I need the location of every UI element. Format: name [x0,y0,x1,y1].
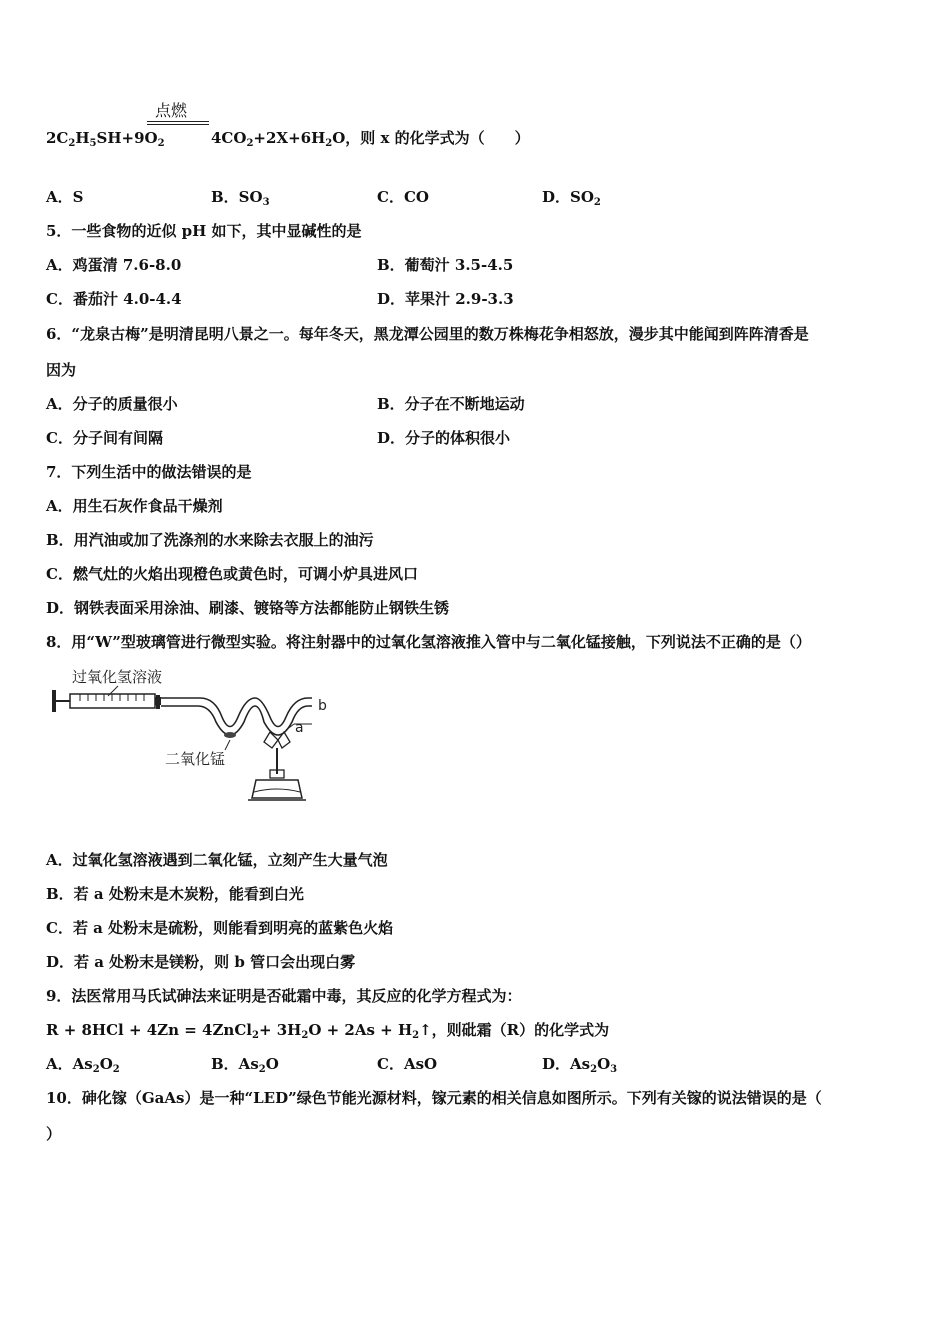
q8-option-c: C．若 a 处粉末是硫粉，则能看到明亮的蓝紫色火焰 [46,919,394,937]
q5-option-d: D．苹果汁 2.9-3.3 [377,290,514,308]
w-tube-upper [161,698,312,727]
q5-option-c: C．番茄汁 4.0-4.4 [46,290,182,308]
q10-stem-line1: 10．砷化镓（GaAs）是一种“LED”绿色节能光源材料，镓元素的相关信息如图所示。下列有关镓的说法错误的是（ [46,1089,822,1107]
q4-equation-right: $4CO_2+2X+6H_2O$，则 x 的化学式为（ ） [211,129,530,149]
burner-liquid [254,789,300,792]
q6-stem-line2: 因为 [46,361,77,379]
q5-option-b: B．葡萄汁 3.5-4.5 [377,256,514,274]
q10-stem-line2: ） [46,1125,62,1143]
mno2-powder [224,732,236,738]
q7-option-a: A．用生石灰作食品干燥剂 [46,497,223,515]
w-tube-apparatus-figure [50,662,340,812]
q7-option-d: D．钢铁表面采用涂油、刷漆、镀铬等方法都能防止钢铁生锈 [46,599,450,617]
reaction-arrow-line [147,121,209,122]
q9-option-c: C．AsO [377,1055,438,1073]
q9-option-b: B．$As_2O$ [211,1055,279,1075]
q8-option-a: A．过氧化氢溶液遇到二氧化锰，立刻产生大量气泡 [46,851,388,869]
q8-stem: 8．用“W”型玻璃管进行微型实验。将注射器中的过氧化氢溶液推入管中与二氧化锰接触，下列说法不正确的是（） [46,633,811,651]
q6-option-b: B．分子在不断地运动 [377,395,525,413]
q9-equation: R + 8HCl + 4Zn = 4ZnCl$_2$+ $3H_2O + 2As$ + $H_2↑$，则砒霜（R）的化学式为 [46,1021,610,1041]
q8-option-b: B．若 a 处粉末是木炭粉，能看到白光 [46,885,304,903]
plunger-handle [52,690,56,712]
q6-stem-line1: 6．“龙泉古梅”是明清昆明八景之一。每年冬天，黑龙潭公园里的数万株梅花争相怒放，漫步其中能闻到阵阵清香是 [46,325,809,343]
q4-option-a: A．S [46,188,84,206]
q7-stem: 7．下列生活中的做法错误的是 [46,463,252,481]
q4-equation-left: $2C_2H_5SH+9O_2$ [46,129,165,149]
figure-label-syringe: 过氧化氢溶液 [72,668,163,686]
reaction-condition: 点燃 [155,101,188,120]
q4-option-c: C．CO [377,188,429,206]
q7-option-b: B．用汽油或加了洗涤剂的水来除去衣服上的油污 [46,531,374,549]
q7-option-c: C．燃气灶的火焰出现橙色或黄色时，可调小炉具进风口 [46,565,418,583]
q9-option-d: D．$As_2O_3$ [542,1055,618,1075]
q6-option-d: D．分子的体积很小 [377,429,511,447]
figure-label-a: a [295,720,304,736]
reaction-arrow-line-2 [147,124,209,125]
q4-option-b: B．$SO_3$ [211,188,270,208]
q4-option-d: D．$SO_2$ [542,188,601,208]
q5-stem: 5．一些食物的近似 pH 如下，其中显碱性的是 [46,222,362,240]
figure-label-b: b [318,698,327,714]
mno2-pointer [225,740,230,750]
q5-option-a: A．鸡蛋清 7.6-8.0 [46,256,182,274]
q9-option-a: A．$As_2O_2$ [46,1055,120,1075]
q6-option-a: A．分子的质量很小 [46,395,178,413]
q9-stem: 9．法医常用马氏试砷法来证明是否砒霜中毒，其反应的化学方程式为： [46,987,522,1005]
q8-option-d: D．若 a 处粉末是镁粉，则 b 管口会出现白雾 [46,953,356,971]
tube-connector [156,695,160,709]
figure-label-mno2: 二氧化锰 [165,750,226,768]
q6-option-c: C．分子间有间隔 [46,429,163,447]
syringe-graduations [80,694,144,701]
